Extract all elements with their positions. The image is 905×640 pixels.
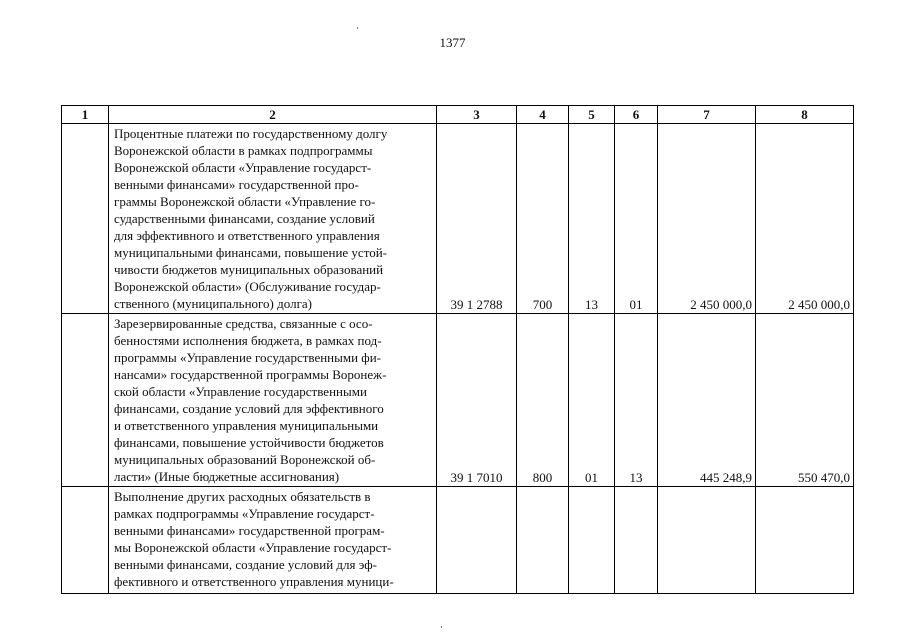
description-line: ласти» (Иные бюджетные ассигнования) (114, 469, 340, 484)
amount-cell (658, 487, 756, 594)
column-header-5: 5 (569, 106, 615, 124)
description-line: муниципальными финансами, повышение устой- (114, 245, 387, 260)
description-line: Воронежской области в рамках подпрограммы (114, 143, 373, 158)
description-cell (109, 314, 437, 487)
description-cell (109, 124, 437, 314)
subsection-cell: 01 (615, 124, 658, 314)
description-line: Зарезервированные средства, связанные с осо- (114, 316, 373, 331)
row-number-cell (62, 314, 109, 487)
description-line: и ответственного управления муниципальными (114, 418, 379, 433)
table-row (62, 314, 854, 487)
description-line: финансами, повышение устойчивости бюджетов (114, 435, 384, 450)
description-line: для эффективного и ответственного управления (114, 228, 380, 243)
description-line: фективного и ответственного управления муници- (114, 574, 394, 589)
section-cell: 01 (569, 314, 615, 487)
scan-speck-bottom (441, 626, 442, 628)
description-line: Процентные платежи по государственному долгу (114, 126, 388, 141)
column-header-1: 1 (62, 106, 109, 124)
expense-type-cell: 700 (517, 124, 569, 314)
description-line: бенностями исполнения бюджета, в рамках под- (114, 333, 382, 348)
description-line: Воронежской области «Управление государст- (114, 160, 372, 175)
description-line: венными финансами» государственной програм- (114, 523, 385, 538)
row-number-cell (62, 124, 109, 314)
amount-cell: 550 470,0 (756, 314, 854, 487)
header-row (62, 106, 854, 124)
subsection-cell: 13 (615, 314, 658, 487)
column-header-3: 3 (437, 106, 517, 124)
description-line: финансами, создание условий для эффективного (114, 401, 384, 416)
description-line: чивости бюджетов муниципальных образований (114, 262, 384, 277)
column-header-2: 2 (109, 106, 437, 124)
description-line: рамках подпрограммы «Управление государст- (114, 506, 375, 521)
amount-cell (756, 487, 854, 594)
amount-cell: 2 450 000,0 (756, 124, 854, 314)
description-line: венными финансами» государственной про- (114, 177, 359, 192)
description-line: венными финансами, создание условий для эф- (114, 557, 377, 572)
expense-type-cell: 800 (517, 314, 569, 487)
description-line: сударственными финансами, создание условий (114, 211, 375, 226)
column-header-4: 4 (517, 106, 569, 124)
description-line: мы Воронежской области «Управление государст- (114, 540, 392, 555)
section-cell (569, 487, 615, 594)
budget-table (61, 105, 854, 594)
column-header-8: 8 (756, 106, 854, 124)
table-row (62, 124, 854, 314)
code-cell: 39 1 2788 (437, 124, 517, 314)
code-cell: 39 1 7010 (437, 314, 517, 487)
column-header-6: 6 (615, 106, 658, 124)
row-number-cell (62, 487, 109, 594)
subsection-cell (615, 487, 658, 594)
column-header-7: 7 (658, 106, 756, 124)
table-row (62, 487, 854, 594)
description-line: программы «Управление государственными фи- (114, 350, 382, 365)
description-line: Выполнение других расходных обязательств в (114, 489, 371, 504)
description-line: граммы Воронежской области «Управление го- (114, 194, 376, 209)
description-line: ственного (муниципального) долга) (114, 296, 313, 311)
amount-cell: 445 248,9 (658, 314, 756, 487)
description-cell (109, 487, 437, 594)
scan-speck-top (357, 27, 358, 29)
description-line: Воронежской области» (Обслуживание государ- (114, 279, 381, 294)
description-line: ской области «Управление государственными (114, 384, 367, 399)
amount-cell: 2 450 000,0 (658, 124, 756, 314)
section-cell: 13 (569, 124, 615, 314)
code-cell (437, 487, 517, 594)
expense-type-cell (517, 487, 569, 594)
description-line: нансами» государственной программы Воронеж- (114, 367, 387, 382)
description-line: муниципальных образований Воронежской об- (114, 452, 376, 467)
page-number: 1377 (439, 35, 466, 50)
